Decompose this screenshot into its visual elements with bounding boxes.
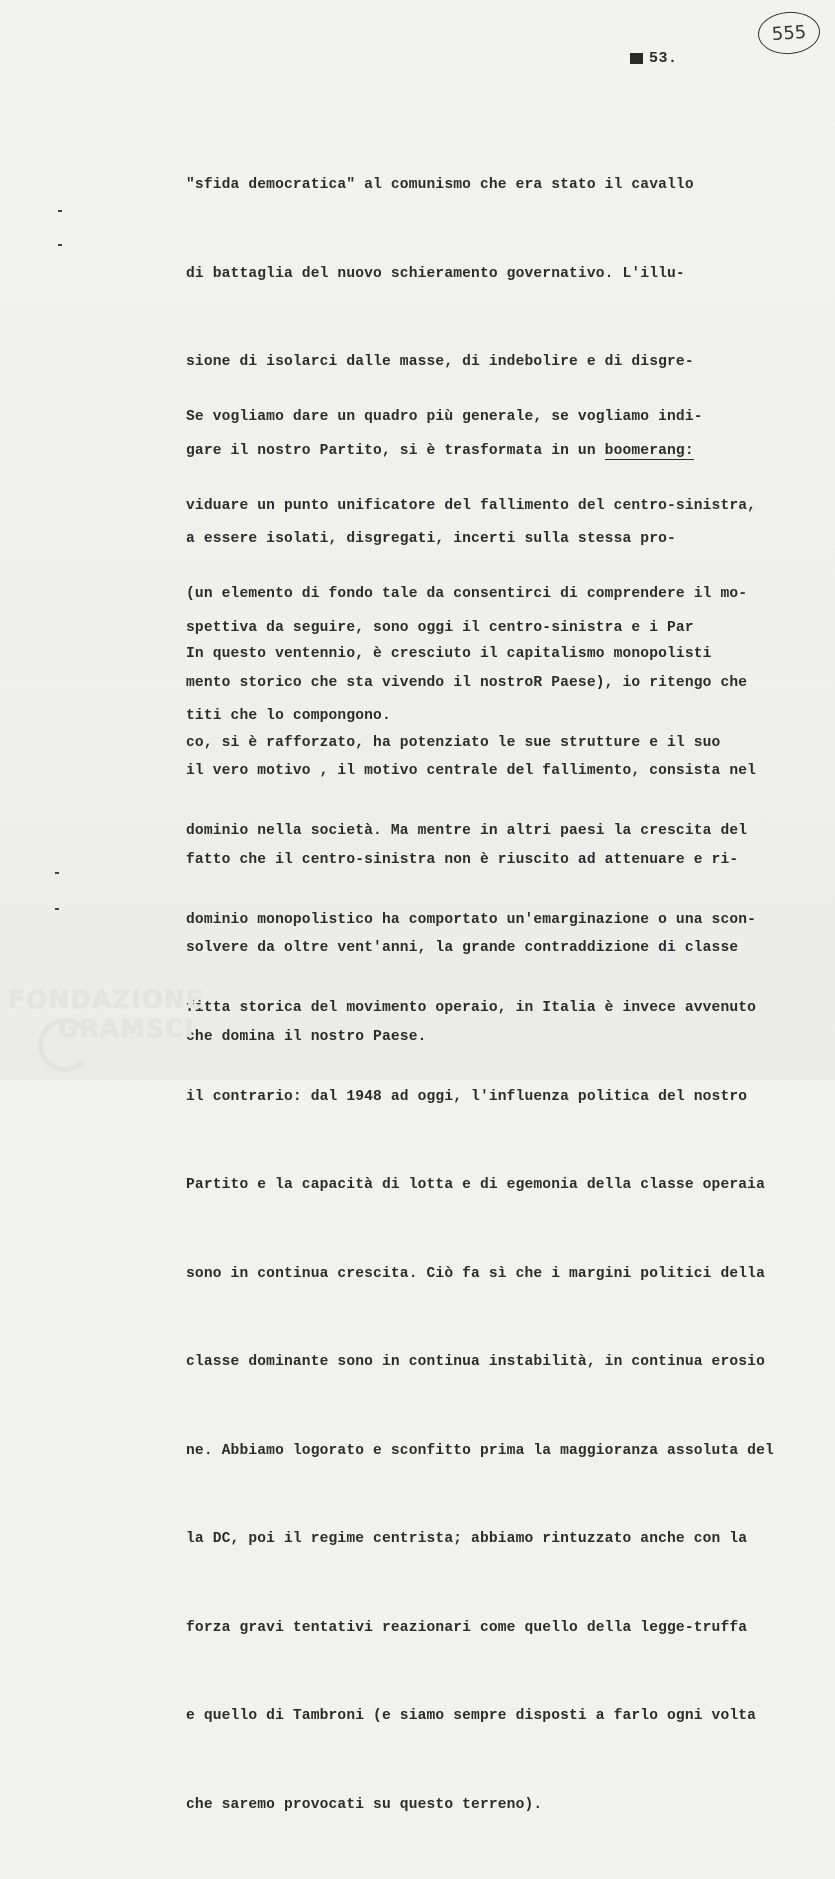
archive-number-stamp — [757, 10, 822, 56]
text-line: titi che lo compongono. — [186, 708, 391, 724]
margin-mark — [55, 908, 59, 910]
margin-mark — [55, 872, 59, 874]
text-line: e quello di Tambroni (e siamo sempre disposti a farlo ogni volta — [186, 1708, 757, 1724]
text-line: In questo ventennio, è cresciuto il capitalismo monopolisti — [186, 646, 712, 662]
text-line: a essere isolati, disgregati, incerti sulla stessa pro- — [186, 531, 676, 547]
archive-number: 555 — [771, 21, 807, 45]
text-line: (un elemento di fondo tale da consentirci di comprendere il mo- — [186, 586, 748, 602]
text-line: co, si è rafforzato, ha potenziato le sue strutture e il suo — [186, 734, 721, 751]
paragraph-3 — [186, 581, 774, 1879]
text-line: dominio nella società. Ma mentre in altri paesi la crescita del — [186, 823, 748, 839]
watermark-line-1: FONDAZIONE — [8, 985, 205, 1014]
text-line: la DC, poi il regime centrista; abbiamo rintuzzato anche con la — [186, 1531, 748, 1547]
text-line: fitta storica del movimento operaio, in Italia è invece avvenuto — [186, 1000, 757, 1016]
text-line: che saremo provocati su questo terreno). — [186, 1796, 543, 1813]
text-line-start: gare il nostro Partito, si è trasformata in un — [186, 442, 605, 459]
text-line: il vero motivo , il motivo centrale del fallimento, consista nel — [186, 763, 757, 779]
text-line: "sfida democratica" al comunismo che era stato il cavallo — [186, 177, 694, 193]
text-line: spettiva da seguire, sono oggi il centro-sinistra e i Par — [186, 619, 694, 636]
text-line: fatto che il centro-sinistra non è riuscito ad attenuare e ri- — [186, 851, 739, 868]
text-line: Partito e la capacità di lotta e di egemonia della classe operaia — [186, 1177, 765, 1193]
text-line: che domina il nostro Paese. — [186, 1028, 427, 1045]
text-line: di battaglia del nuovo schieramento governativo. L'illu- — [186, 265, 685, 282]
margin-mark — [58, 210, 62, 212]
underlined-word: boomerang: — [604, 442, 694, 459]
text-line: sono in continua crescita. Ciò fa sì che i margini politici della — [186, 1265, 765, 1282]
text-line: classe dominante sono in continua instabilità, in continua erosio — [186, 1354, 765, 1370]
text-line: dominio monopolistico ha comportato un'emarginazione o una scon- — [186, 911, 757, 928]
watermark-line-2: GRAMSCI — [58, 1014, 195, 1043]
text-line: ne. Abbiamo logorato e sconfitto prima la maggioranza assoluta del — [186, 1442, 774, 1459]
fondazione-gramsci-watermark — [8, 985, 204, 1043]
gramsci-logo-icon — [38, 1018, 92, 1072]
page-number — [630, 50, 678, 67]
text-line: mento storico che sta vivendo il nostroR Paese), io ritengo che — [186, 674, 748, 691]
text-line: il contrario: dal 1948 ad oggi, l'influenza politica del nostro — [186, 1088, 748, 1105]
text-line: viduare un punto unificatore del fallimento del centro-sinistra, — [186, 497, 757, 514]
text-line: Se vogliamo dare un quadro più generale, se vogliamo indi- — [186, 409, 703, 425]
page-number-text: 53. — [649, 50, 678, 67]
margin-mark — [58, 244, 62, 246]
struck-prefix: XX — [630, 52, 644, 64]
text-line: sione di isolarci dalle masse, di indebolire e di disgre- — [186, 354, 694, 370]
text-line: solvere da oltre vent'anni, la grande contraddizione di classe — [186, 940, 739, 956]
text-line: forza gravi tentativi reazionari come quello della legge-truffa — [186, 1619, 748, 1636]
